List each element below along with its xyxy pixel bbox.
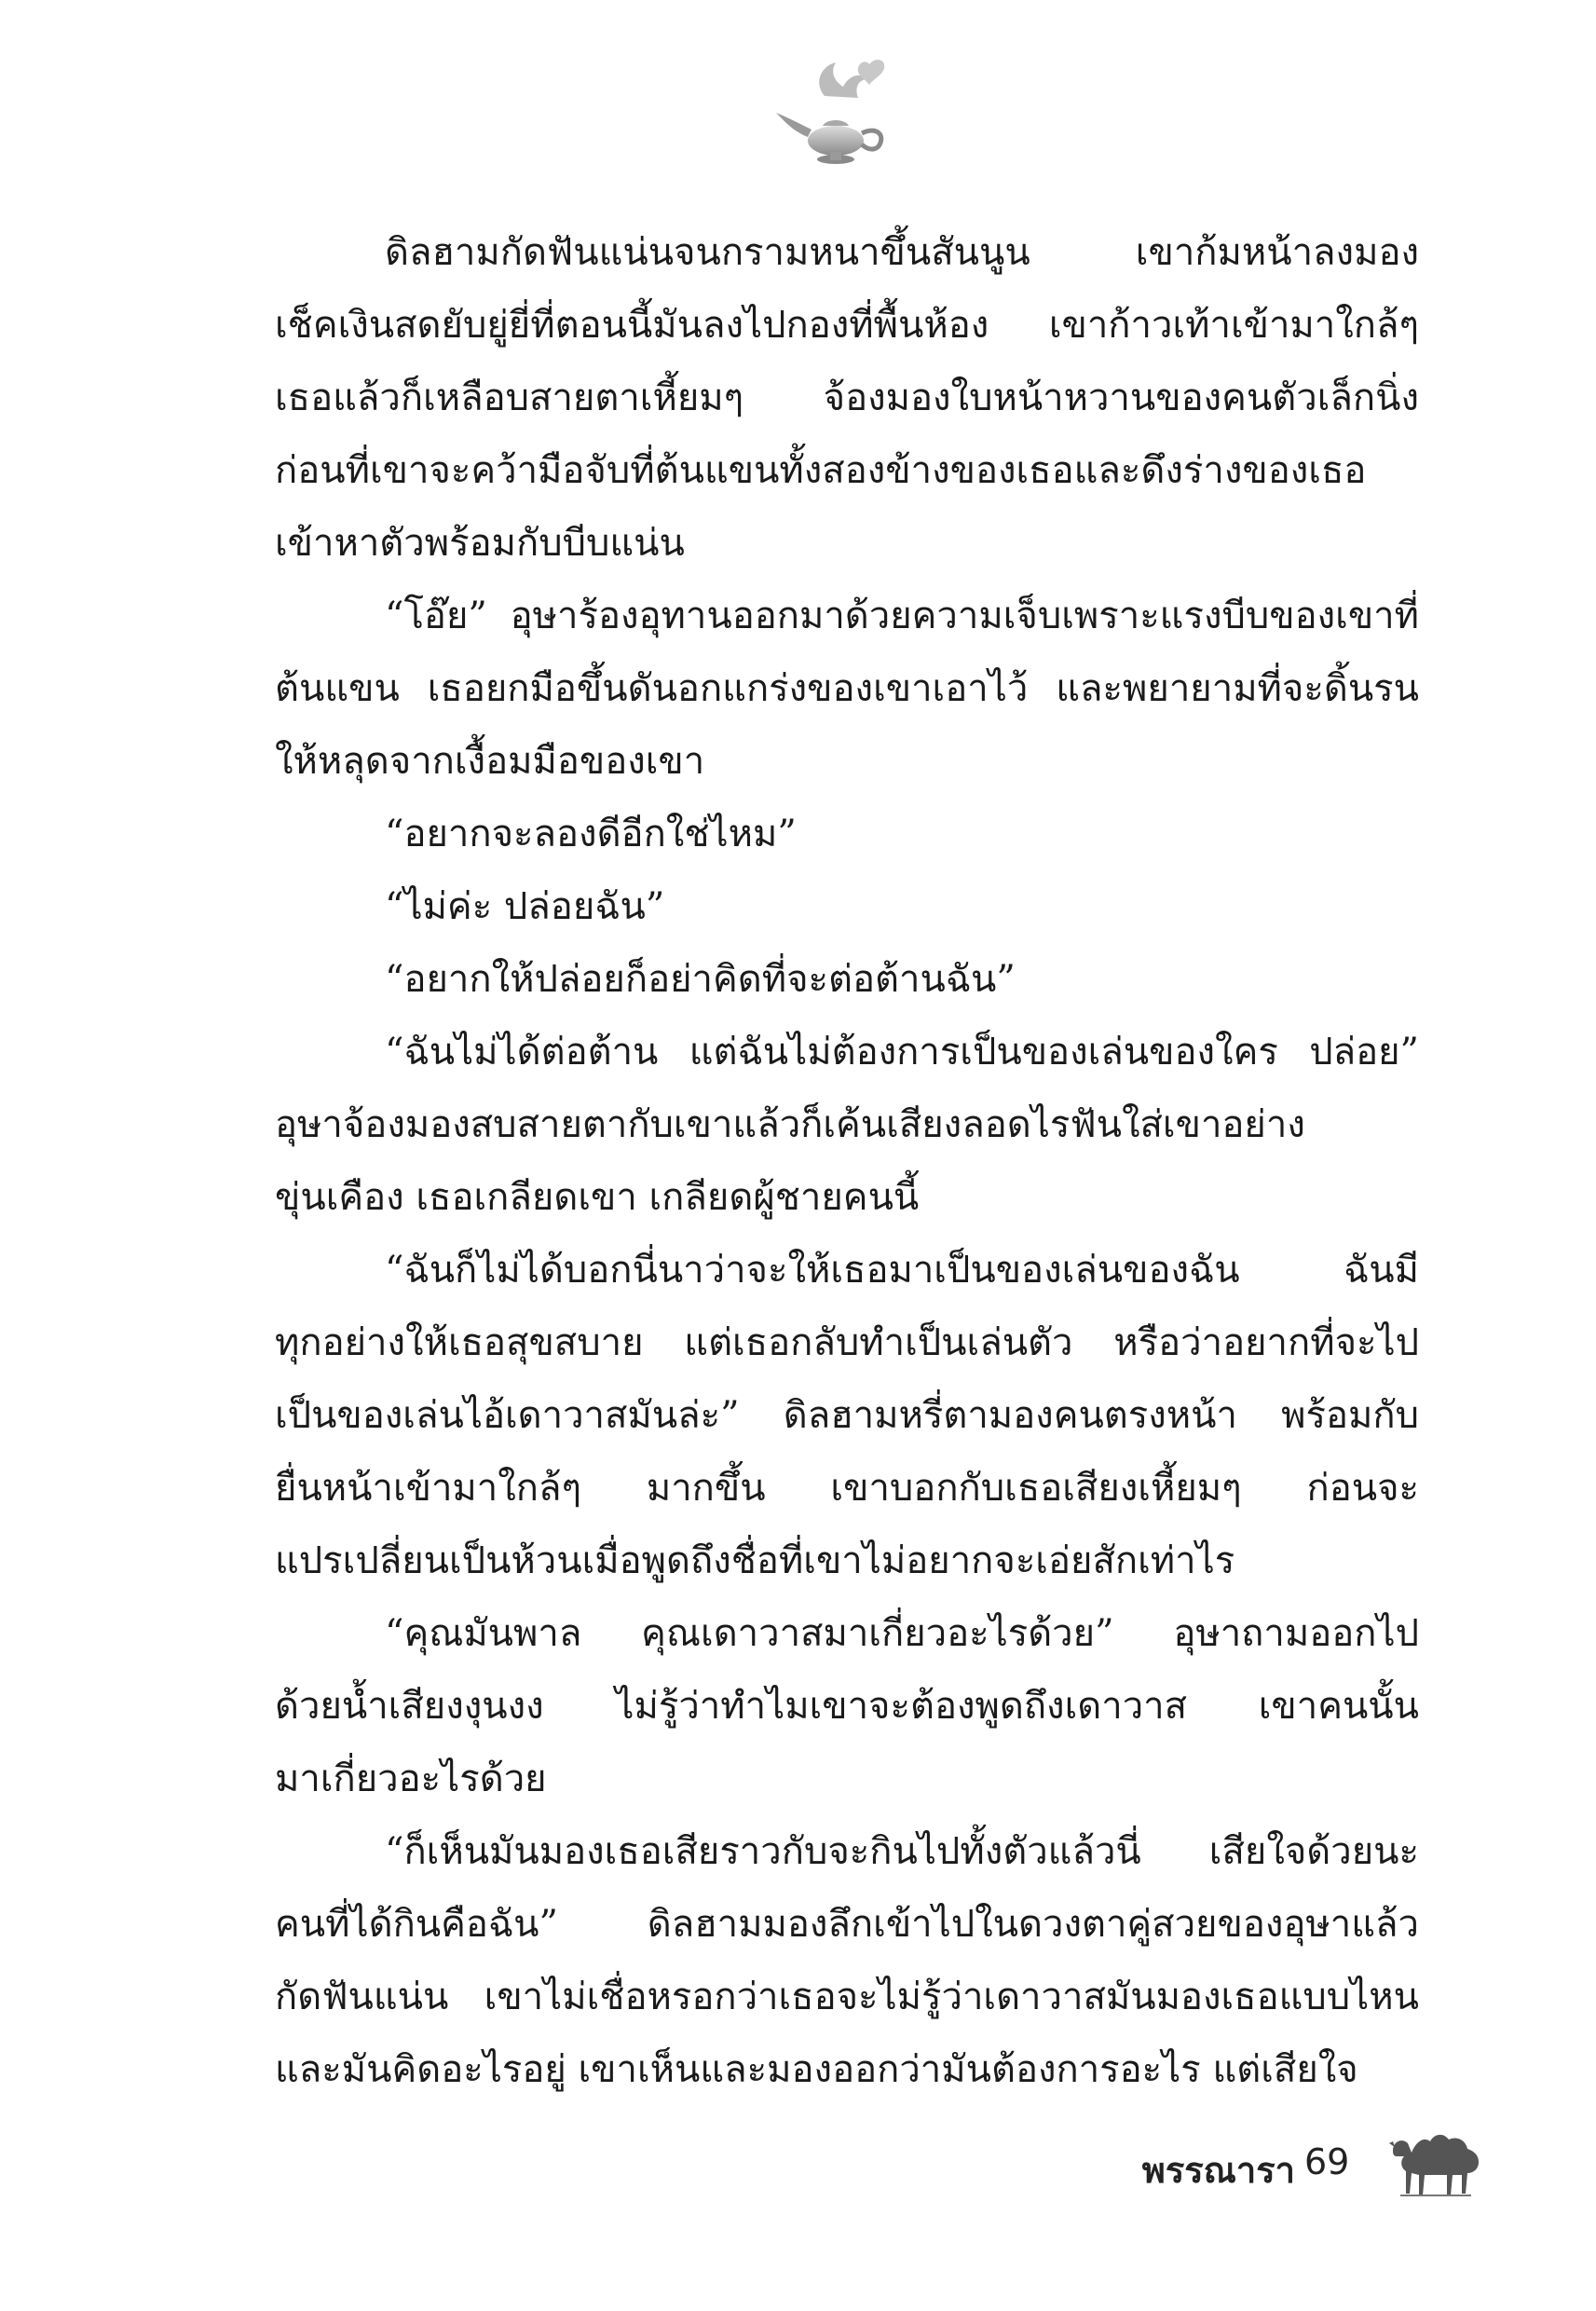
paragraph <box>275 1597 1419 1815</box>
paragraph <box>275 580 1419 798</box>
text-line: “ก็เห็นมันมองเธอเสียราวกับจะกินไปทั้งตัวแล้วนี่ เสียใจด้วยนะ <box>385 1830 1419 1873</box>
text-line: “โอ๊ย” อุษาร้องอุทานออกมาด้วยความเจ็บเพราะแรงบีบของเขาที่ <box>385 595 1419 637</box>
text-line: คนที่ได้กินคือฉัน” ดิลฮามมองลึกเข้าไปในดวงตาคู่สวยของอุษาแล้ว <box>275 1903 1419 1946</box>
running-footer-title: พรรณารา <box>1141 2150 1295 2191</box>
text-line: ขุ่นเคือง เธอเกลียดเขา เกลียดผู้ชายคนนี้ <box>275 1176 920 1219</box>
camel-icon <box>1382 2115 1489 2208</box>
text-line: “ไม่ค่ะ ปล่อยฉัน” <box>385 885 665 928</box>
paragraph <box>275 798 1419 870</box>
text-line: และมันคิดอะไรอยู่ เขาเห็นและมองออกว่ามันต้องการอะไร แต่เสียใจ <box>275 2048 1358 2091</box>
text-line: ให้หลุดจากเงื้อมมือของเขา <box>275 740 705 783</box>
paragraph <box>275 1815 1419 2106</box>
text-line: ด้วยน้ำเสียงงุนงง ไม่รู้ว่าทำไมเขาจะต้องพูดถึงเดาวาส เขาคนนั้น <box>275 1685 1419 1728</box>
text-line: เป็นของเล่นไอ้เดาวาสมันล่ะ” ดิลฮามหรี่ตามองคนตรงหน้า พร้อมกับ <box>275 1394 1419 1437</box>
text-line: “ฉันก็ไม่ได้บอกนี่นาว่าจะให้เธอมาเป็นของเล่นของฉัน ฉันมี <box>385 1249 1419 1292</box>
text-line: แปรเปลี่ยนเป็นห้วนเมื่อพูดถึงชื่อที่เขาไม่อยากจะเอ่ยสักเท่าไร <box>275 1539 1235 1582</box>
paragraph <box>275 1016 1419 1234</box>
chapter-body-text <box>275 216 1419 2106</box>
text-line: กัดฟันแน่น เขาไม่เชื่อหรอกว่าเธอจะไม่รู้ว่าเดาวาสมันมองเธอแบบไหน <box>275 1976 1419 2018</box>
text-line: มาเกี่ยวอะไรด้วย <box>275 1757 547 1800</box>
text-line: ยื่นหน้าเข้ามาใกล้ๆ มากขึ้น เขาบอกกับเธอเสียงเหี้ยมๆ ก่อนจะ <box>275 1467 1419 1510</box>
genie-lamp-icon <box>769 51 908 172</box>
text-line: เธอแล้วก็เหลือบสายตาเหี้ยมๆ จ้องมองใบหน้าหวานของคนตัวเล็กนิ่ง <box>275 376 1419 419</box>
text-line: ต้นแขน เธอยกมือขึ้นดันอกแกร่งของเขาเอาไว้ และพยายามที่จะดิ้นรน <box>275 667 1419 710</box>
text-line: อุษาจ้องมองสบสายตากับเขาแล้วก็เค้นเสียงลอดไรฟันใส่เขาอย่าง <box>275 1103 1305 1146</box>
text-line: ดิลฮามกัดฟันแน่นจนกรามหนาขึ้นสันนูน เขาก้มหน้าลงมอง <box>385 231 1419 274</box>
text-line: ก่อนที่เขาจะคว้ามือจับที่ต้นแขนทั้งสองข้างของเธอและดึงร่างของเธอ <box>275 449 1367 492</box>
paragraph <box>275 870 1419 943</box>
paragraph <box>275 216 1419 580</box>
paragraph <box>275 1234 1419 1597</box>
text-line: “ฉันไม่ได้ต่อต้าน แต่ฉันไม่ต้องการเป็นของเล่นของใคร ปล่อย” <box>385 1031 1419 1073</box>
text-line: “อยากให้ปล่อยก็อย่าคิดที่จะต่อต้านฉัน” <box>385 958 1016 1001</box>
text-line: เข้าหาตัวพร้อมกับบีบแน่น <box>275 522 685 565</box>
text-line: เช็คเงินสดยับยู่ยี่ที่ตอนนี้มันลงไปกองที่พื้นห้อง เขาก้าวเท้าเข้ามาใกล้ๆ <box>275 304 1419 347</box>
text-line: “อยากจะลองดีอีกใช่ไหม” <box>385 813 797 855</box>
paragraph <box>275 943 1419 1016</box>
page-number: 69 <box>1304 2141 1350 2182</box>
text-line: ทุกอย่างให้เธอสุขสบาย แต่เธอกลับทำเป็นเล่นตัว หรือว่าอยากที่จะไป <box>275 1321 1419 1364</box>
text-line: “คุณมันพาล คุณเดาวาสมาเกี่ยวอะไรด้วย” อุษาถามออกไป <box>385 1612 1419 1655</box>
